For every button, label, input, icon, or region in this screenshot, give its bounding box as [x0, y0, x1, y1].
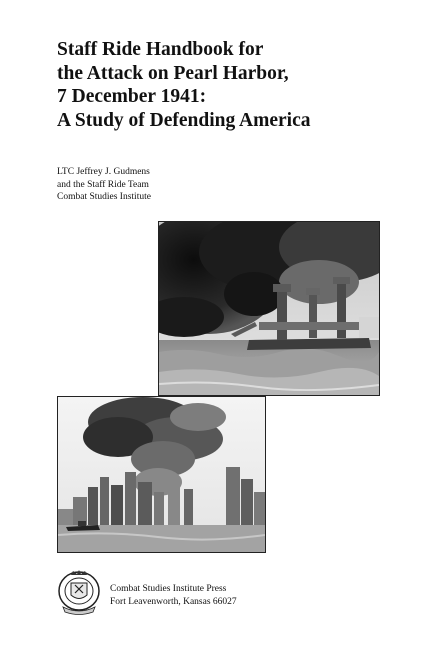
title-line-4: A Study of Defending America [57, 109, 311, 131]
title-line-3: 7 December 1941: [57, 86, 207, 107]
publisher-line-2: Fort Leavenworth, Kansas 66027 [110, 596, 237, 607]
pearl-harbor-photo [158, 221, 380, 396]
combat-studies-institute-seal-icon [57, 569, 101, 615]
author-block [57, 166, 151, 204]
publisher-block [110, 583, 237, 608]
title-line-2: the Attack on Pearl Harbor, [57, 62, 289, 84]
author-line-3: Combat Studies Institute [57, 192, 151, 202]
author-line-1: LTC Jeffrey J. Gudmens [57, 167, 150, 177]
document-title [57, 38, 417, 132]
author-line-2: and the Staff Ride Team [57, 179, 149, 190]
publisher-line-1: Combat Studies Institute Press [110, 584, 227, 594]
title-line-1: Staff Ride Handbook for [57, 39, 264, 60]
new-york-skyline-photo [57, 396, 266, 553]
